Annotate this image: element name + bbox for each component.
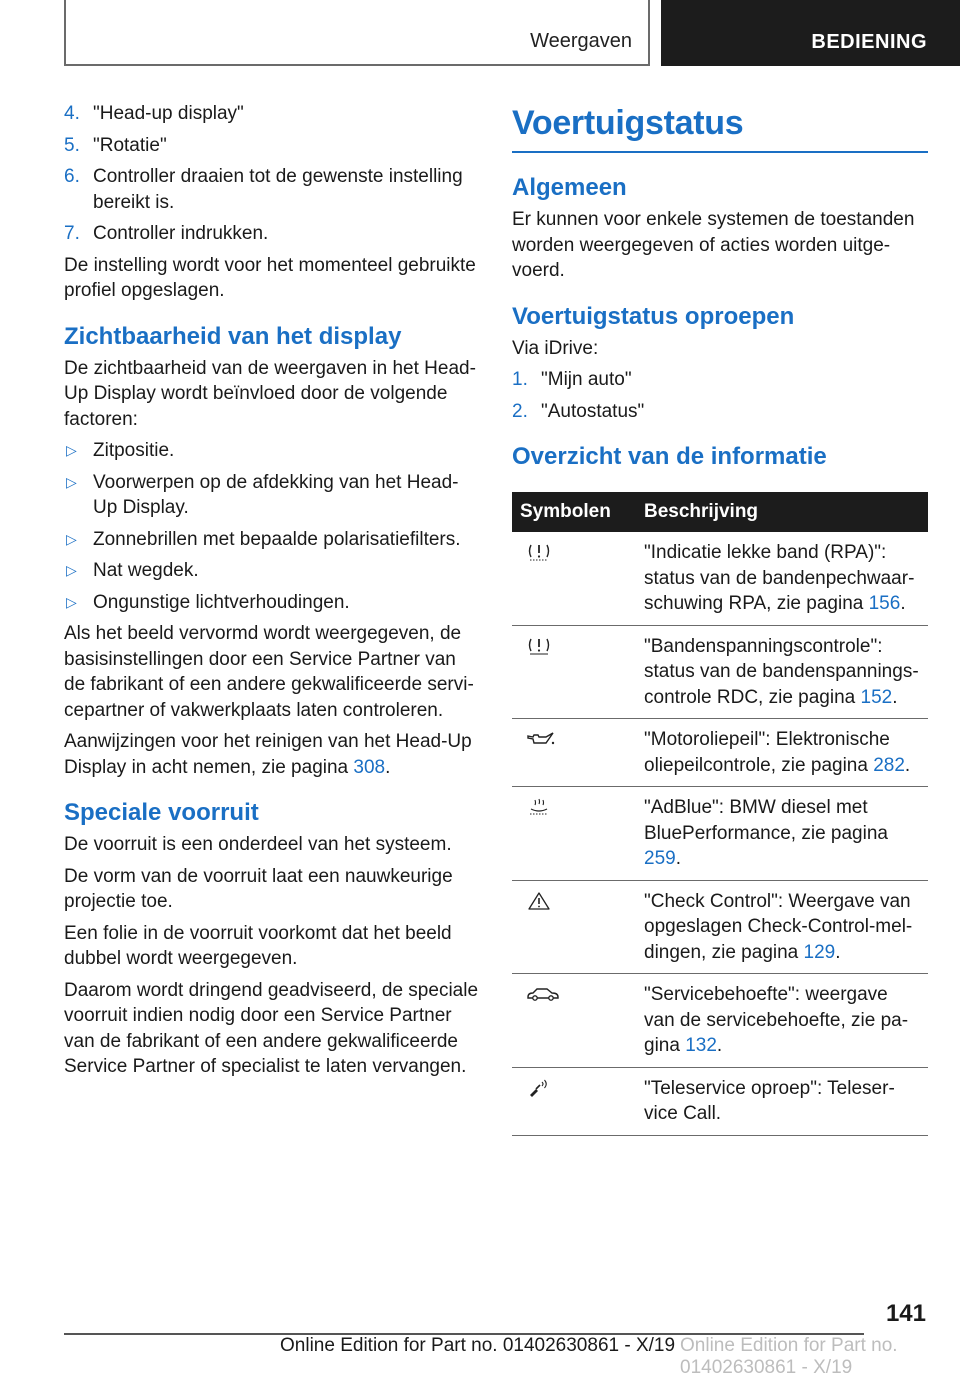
- header-section-box: [64, 0, 650, 66]
- page-number: 141: [885, 1300, 926, 1327]
- oil-can-icon: [526, 729, 556, 749]
- page-reference-link[interactable]: 156: [868, 593, 901, 614]
- heading-windshield: Speciale voorruit: [64, 799, 259, 826]
- bullet-text: Nat wegdek.: [93, 560, 199, 581]
- adblue-icon: [526, 797, 552, 817]
- description-text: "Motoroliepeil": Elektronische oliepeilcontrole, zie pagina: [644, 729, 890, 776]
- tire-pressure-icon: [526, 636, 552, 656]
- bullet-text: Ongunstige lichtverhoudingen.: [93, 591, 350, 613]
- warning-triangle-icon: [526, 891, 552, 911]
- column-header-symbols: Symbolen: [512, 492, 636, 532]
- step-number: 4.: [64, 103, 80, 124]
- factors-list: [64, 438, 480, 615]
- watermark: Online Edition for Part no. 01402630861 - X/19: [680, 1335, 898, 1378]
- bullet-text: Zitpositie.: [93, 440, 175, 461]
- step-text: "Rotatie": [93, 134, 167, 156]
- paragraph-text: Aanwijzingen voor het reinigen van het Head-Up Display in acht nemen, zie pagina: [64, 731, 472, 778]
- paragraph: De voorruit is een onderdeel van het systeem.: [64, 834, 452, 855]
- description-text: "Teleservice oproep": Teleservice Call.: [644, 1077, 895, 1124]
- paragraph: Als het beeld vervormd wordt weergegeven, de basisinstellingen door een Service Partner van de fabrikant of een andere gekwalificeerde servicepartner of vakwerkplaats laten controleren.: [64, 623, 474, 721]
- bullet-text: Zonnebrillen met bepaalde polarisatiefilters.: [93, 528, 461, 550]
- footer-edition: Online Edition for Part no. 01402630861 - X/19: [280, 1335, 676, 1356]
- list-item: [64, 221, 480, 247]
- symbol-cell: [512, 719, 636, 787]
- page-reference-link[interactable]: 282: [873, 754, 905, 776]
- description-cell: "AdBlue": BMW diesel met BluePerformance, zie pagina 259.: [636, 787, 928, 881]
- symbol-cell: [512, 880, 636, 974]
- bullet-triangle-icon: ▷: [66, 442, 77, 458]
- paragraph: De vorm van de voorruit laat een nauwkeurige projectie toe.: [64, 865, 453, 912]
- table-row: [512, 719, 928, 787]
- bullet-triangle-icon: ▷: [66, 530, 77, 547]
- table-row: [512, 1067, 928, 1135]
- car-service-icon: [526, 984, 560, 1004]
- list-item: [64, 590, 480, 616]
- bullet-text: Voorwerpen op de afdekking van het Head-Up Display.: [93, 471, 459, 518]
- step-number: 2.: [512, 400, 528, 422]
- section-title: Weergaven: [530, 30, 632, 52]
- description-text: "Servicebehoefte": weergave van de servicebehoefte, zie pagina: [644, 984, 909, 1056]
- step-number: 5.: [64, 134, 80, 156]
- page-reference-link[interactable]: 308: [353, 756, 386, 778]
- list-item: [64, 438, 480, 464]
- page-reference-link[interactable]: 259: [644, 848, 676, 869]
- symbol-cell: [512, 625, 636, 719]
- step-number: 7.: [64, 223, 80, 244]
- step-number: 1.: [512, 369, 528, 390]
- list-item: [64, 470, 480, 521]
- description-cell: "Servicebehoefte": weergave van de servicebehoefte, zie pagina 132.: [636, 974, 928, 1068]
- page-reference-link[interactable]: 132: [685, 1035, 717, 1056]
- table-row: [512, 532, 928, 625]
- bullet-triangle-icon: ▷: [66, 473, 77, 490]
- page-reference-link[interactable]: 129: [803, 941, 836, 963]
- step-text: "Mijn auto": [541, 369, 632, 390]
- paragraph: De instelling wordt voor het momenteel gebruikte profiel opgeslagen.: [64, 254, 476, 301]
- table-row: [512, 974, 928, 1068]
- description-cell: "Motoroliepeil": Elektronische oliepeilcontrole, zie pagina 282.: [636, 719, 928, 787]
- description-cell: [636, 1067, 928, 1135]
- symbol-cell: [512, 532, 636, 625]
- heading-overview: Overzicht van de informatie: [512, 443, 827, 470]
- tire-warning-icon: [526, 542, 552, 562]
- list-item: [64, 101, 480, 127]
- step-number: 6.: [64, 166, 80, 187]
- paragraph: De zichtbaarheid van de weergaven in het Head-Up Display wordt beïnvloed door de volgende factoren:: [64, 357, 476, 430]
- description-text: "AdBlue": BMW diesel met BluePerformance, zie pagina: [644, 797, 888, 844]
- info-table: [512, 492, 928, 1136]
- list-item: [512, 367, 928, 393]
- table-header-row: [512, 492, 928, 532]
- list-item: [64, 133, 480, 159]
- description-text: "Bandenspanningscontrole": status van de bandenspanningscontrole RDC, zie pagina: [644, 635, 919, 708]
- teleservice-icon: [526, 1078, 552, 1098]
- column-header-description: Beschrijving: [636, 492, 928, 532]
- table-row: [512, 787, 928, 881]
- bullet-triangle-icon: ▷: [66, 562, 77, 578]
- list-item: [64, 558, 480, 584]
- heading-general: Algemeen: [512, 174, 627, 201]
- symbol-cell: [512, 787, 636, 881]
- table-row: [512, 880, 928, 974]
- page-title: Voertuigstatus: [512, 101, 928, 153]
- paragraph: Via iDrive:: [512, 337, 599, 359]
- symbol-cell: [512, 1067, 636, 1135]
- step-text: "Autostatus": [541, 400, 645, 422]
- page-reference-link[interactable]: 152: [860, 686, 893, 708]
- paragraph: Een folie in de voorruit voorkomt dat het beeld dubbel wordt weergegeven.: [64, 922, 452, 969]
- step-text: Controller indrukken.: [93, 223, 269, 244]
- paragraph: Daarom wordt dringend geadviseerd, de speciale voorruit indien nodig door een Service Partner van de fabrikant of een andere gekwalificeerde Service Partner of specialist te laten vervangen.: [64, 979, 479, 1077]
- description-cell: "Bandenspanningscontrole": status van de bandenspanningscontrole RDC, zie pagina 152.: [636, 625, 928, 719]
- step-text: Controller draaien tot de gewenste instelling bereikt is.: [93, 166, 463, 213]
- paragraph: Er kunnen voor enkele systemen de toestanden worden weergegeven of acties worden uitgevoerd.: [512, 209, 915, 281]
- chapter-title: BEDIENING: [811, 31, 927, 53]
- list-item: [64, 164, 480, 215]
- table-row: [512, 625, 928, 719]
- list-item: [512, 399, 928, 425]
- description-text: "Indicatie lekke band (RPA)": status van de bandenpechwaarschuwing RPA, zie pagina: [644, 542, 915, 614]
- chapter-tab: [661, 0, 960, 66]
- description-cell: "Indicatie lekke band (RPA)": status van de bandenpechwaarschuwing RPA, zie pagina 156.: [636, 532, 928, 625]
- paragraph: Aanwijzingen voor het reinigen van het Head-Up Display in acht nemen, zie pagina 308.: [64, 731, 472, 778]
- left-column: [64, 101, 480, 1086]
- step-text: "Head-up display": [93, 103, 244, 124]
- description-text: "Check Control": Weergave van opgeslagen Check-Control-meldingen, zie pagina: [644, 890, 913, 963]
- symbol-cell: [512, 974, 636, 1068]
- heading-call-status: Voertuigstatus oproepen: [512, 302, 795, 330]
- right-column: [512, 101, 928, 1136]
- steps-list: [512, 367, 928, 424]
- bullet-triangle-icon: ▷: [66, 593, 77, 610]
- heading-visibility: Zichtbaarheid van het display: [64, 322, 402, 350]
- list-item: [64, 527, 480, 553]
- steps-list: [64, 101, 480, 247]
- description-cell: "Check Control": Weergave van opgeslagen Check-Control-meldingen, zie pagina 129.: [636, 880, 928, 974]
